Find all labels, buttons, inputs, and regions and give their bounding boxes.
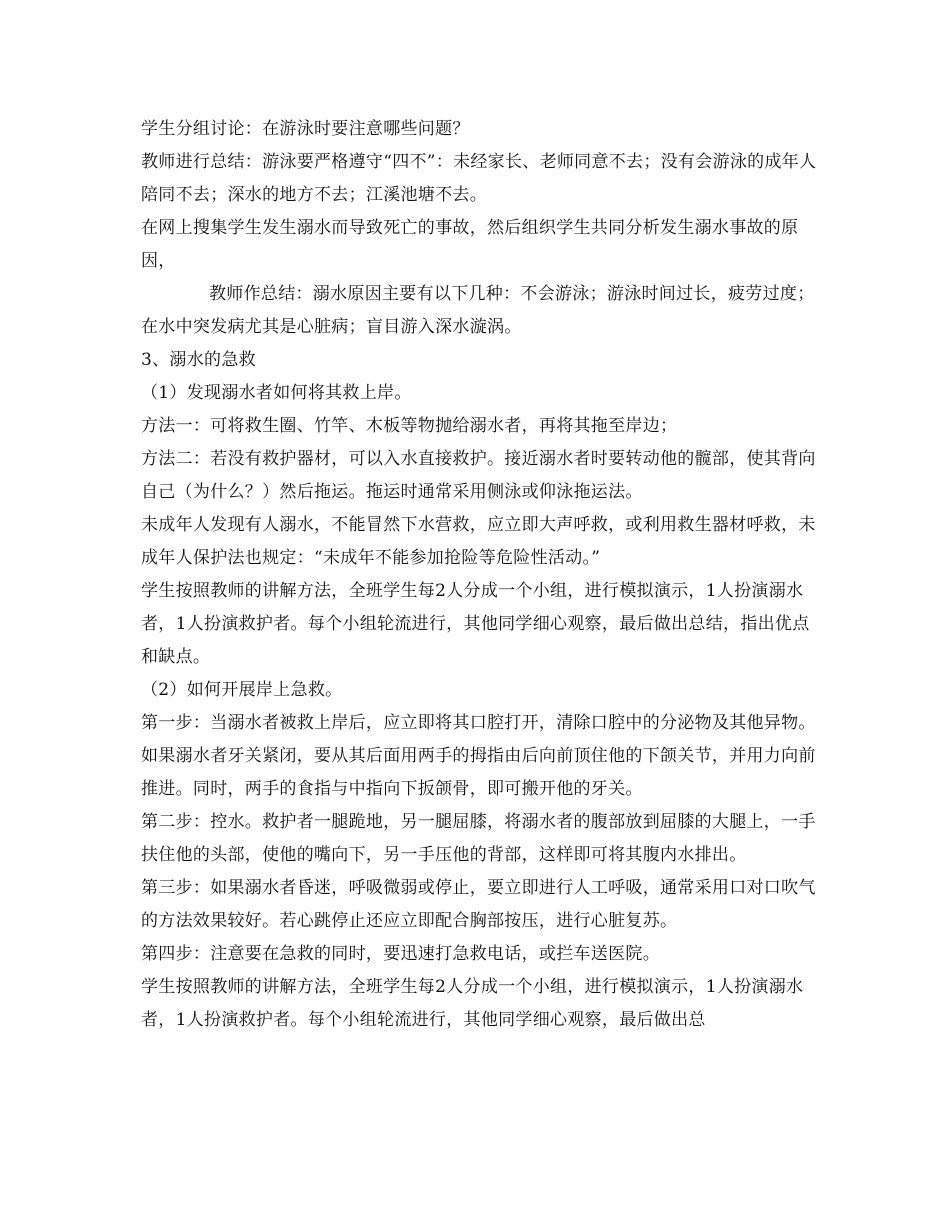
paragraph-minor-rescue-warning: 未成年人发现有人溺水，不能冒然下水营救，应立即大声呼救，或利用救生器材呼救，未成年人保护法也规定：“未成年不能参加抢险等危险性活动。”	[141, 515, 816, 568]
paragraph-group-discussion: 学生分组讨论：在游泳时要注意哪些问题？	[141, 119, 470, 139]
section-heading-first-aid: 3、溺水的急救	[141, 350, 256, 370]
paragraph-step-two: 第二步：控水。救护者一腿跪地，另一腿屈膝，将溺水者的腹部放到屈膝的大腿上，一手扶住他的头部，使他的嘴向下，另一手压他的背部，这样即可将其腹内水排出。	[141, 812, 816, 865]
paragraph-step-four: 第四步：注意要在急救的同时，要迅速打急救电话，或拦车送医院。	[141, 944, 660, 964]
paragraph-step-three: 第三步：如果溺水者昏迷，呼吸微弱或停止，要立即进行人工呼吸，通常采用口对口吹气的方法效果较好。若心跳停止还应立即配合胸部按压，进行心脏复苏。	[141, 878, 816, 931]
paragraph-group-demo-1: 学生按照教师的讲解方法，全班学生每2人分成一个小组，进行模拟演示，1人扮演溺水者，1人扮演救护者。每个小组轮流进行，其他同学细心观察，最后做出总结，指出优点和缺点。	[141, 581, 810, 667]
paragraph-step-one: 第一步：当溺水者被救上岸后，应立即将其口腔打开，清除口腔中的分泌物及其他异物。如果溺水者牙关紧闭，要从其后面用两手的拇指由后向前顶住他的下颌关节，并用力向前推进。同时，两手的食指与中指向下扳颌骨，即可搬开他的牙关。	[141, 713, 816, 799]
subsection-heading-shore-first-aid: （2）如何开展岸上急救。	[141, 680, 343, 700]
paragraph-method-one: 方法一：可将救生圈、竹竿、木板等物抛给溺水者，再将其拖至岸边；	[141, 416, 678, 436]
paragraph-teacher-summary-swimming-rules: 教师进行总结：游泳要严格遵守“四不”：未经家长、老师同意不去；没有会游泳的成年人陪同不去；深水的地方不去；江溪池塘不去。	[141, 152, 817, 205]
paragraph-group-demo-2: 学生按照教师的讲解方法，全班学生每2人分成一个小组，进行模拟演示，1人扮演溺水者，1人扮演救护者。每个小组轮流进行，其他同学细心观察，最后做出总	[141, 977, 804, 1030]
subsection-heading-rescue-to-shore: （1）发现溺水者如何将其救上岸。	[141, 383, 412, 403]
paragraph-drowning-causes: 教师作总结：溺水原因主要有以下几种：不会游泳；游泳时间过长，疲劳过度；在水中突发病尤其是心脏病；盲目游入深水漩涡。	[141, 284, 815, 337]
document-body	[141, 113, 821, 1037]
paragraph-method-two: 方法二：若没有救护器材，可以入水直接救护。接近溺水者时要转动他的髋部，使其背向自己（为什么？）然后拖运。拖运时通常采用侧泳或仰泳拖运法。	[141, 449, 816, 502]
paragraph-collect-drowning-cases: 在网上搜集学生发生溺水而导致死亡的事故，然后组织学生共同分析发生溺水事故的原因，	[141, 218, 799, 271]
